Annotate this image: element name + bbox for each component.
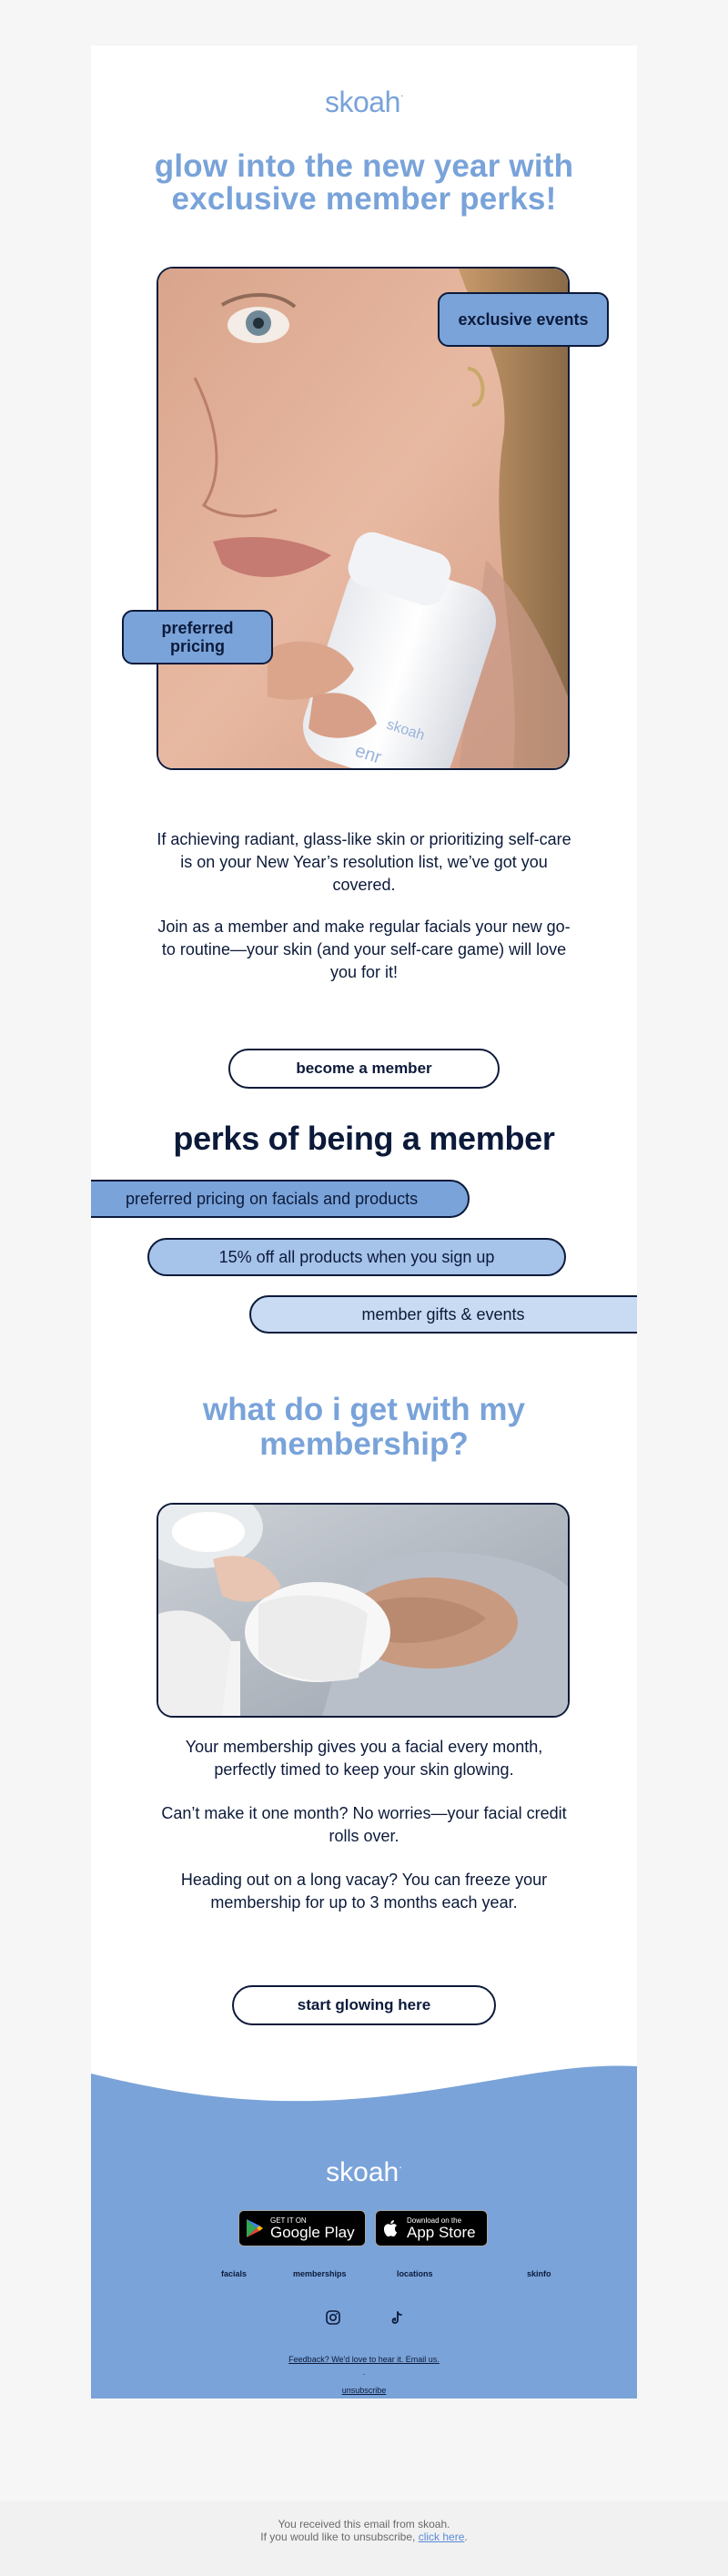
legal-line-2-end: .: [464, 2530, 468, 2543]
perk-item: member gifts & events: [249, 1295, 637, 1334]
hero-title: glow into the new year with exclusive member perks!: [154, 148, 574, 217]
google-play-badge[interactable]: [238, 2210, 366, 2246]
email-body: [91, 46, 637, 2399]
skoah-logo[interactable]: skoah.: [324, 86, 403, 118]
membership-paragraph-2: Can’t make it one month? No worries—your facial credit rolls over.: [161, 1804, 567, 1845]
app-store-small-text: Download on the: [407, 2216, 462, 2225]
perk-item: preferred pricing on facials and products: [91, 1180, 470, 1218]
skoah-footer-logo[interactable]: skoah.: [326, 2157, 402, 2187]
become-member-button[interactable]: become a member: [228, 1049, 500, 1089]
instagram-icon[interactable]: [325, 2309, 341, 2326]
footer-separator: .: [362, 2368, 366, 2377]
google-play-big-text: Google Play: [270, 2223, 355, 2241]
footer-unsubscribe-link[interactable]: unsubscribe: [341, 2386, 387, 2395]
membership-paragraph-3: Heading out on a long vacay? You can freeze your membership for up to 3 months each year.: [180, 1871, 548, 1912]
apple-icon: [376, 2210, 407, 2246]
legal-line-2-text: If you would like to unsubscribe,: [260, 2530, 416, 2543]
membership-paragraph-1: Your membership gives you a facial every month, perfectly timed to keep your skin glowing.: [185, 1738, 543, 1779]
app-store-badge[interactable]: [375, 2210, 488, 2246]
facial-treatment-photo: [157, 1503, 570, 1718]
start-glowing-button[interactable]: start glowing here: [232, 1985, 496, 2025]
intro-paragraph-1: If achieving radiant, glass-like skin or prioritizing self-care is on your New Year’s resolution list, we’ve got you covered.: [157, 830, 571, 894]
google-play-icon: [239, 2210, 270, 2246]
perks-title: perks of being a member: [173, 1120, 555, 1157]
preferred-pricing-tag: preferred pricing: [122, 610, 273, 664]
footer-nav-locations[interactable]: locations: [397, 2269, 433, 2278]
unsubscribe-click-here-link[interactable]: click here: [418, 2530, 465, 2543]
product-label-text: skoah: [384, 716, 427, 745]
product-label-text-2: enr: [352, 740, 384, 768]
exclusive-events-tag: exclusive events: [438, 292, 609, 347]
footer-nav-facials[interactable]: facials: [221, 2269, 248, 2278]
legal-text: [0, 2518, 728, 2543]
footer-nav-memberships[interactable]: memberships: [293, 2269, 347, 2278]
tiktok-icon[interactable]: [389, 2309, 405, 2326]
app-store-big-text: App Store: [407, 2223, 476, 2241]
legal-line-2: [0, 2530, 728, 2543]
google-play-small-text: GET IT ON: [270, 2216, 307, 2225]
footer-nav-skinfo[interactable]: skinfo: [527, 2269, 551, 2278]
membership-title: what do i get with my membership?: [203, 1392, 525, 1462]
feedback-link[interactable]: Feedback? We'd love to hear it. Email us.: [288, 2355, 440, 2364]
intro-paragraph-2: Join as a member and make regular facials your new go-to routine—your skin (and your self-care game) will love you for it!: [157, 918, 571, 981]
legal-line-1: You received this email from skoah.: [278, 2518, 450, 2530]
perk-item: 15% off all products when you sign up: [147, 1238, 566, 1276]
